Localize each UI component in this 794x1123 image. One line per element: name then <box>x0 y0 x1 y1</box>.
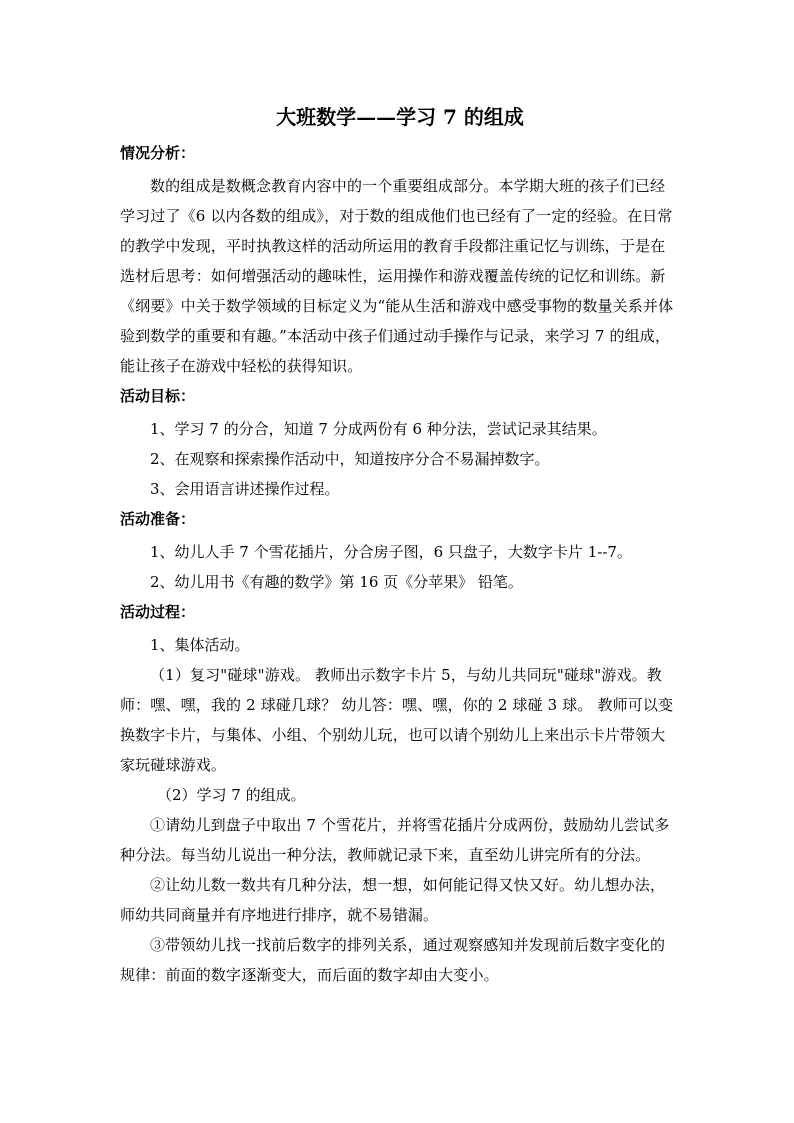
section-heading-goals: 活动目标： <box>120 387 196 405</box>
goal-item-3: 3、会用语言讲述操作过程。 <box>150 480 340 498</box>
document-title: 大班数学——学习 7 的组成 <box>276 105 524 129</box>
goal-item-1: 1、学习 7 的分合，知道 7 分成两份有 6 种分法，尝试记录其结果。 <box>150 420 607 438</box>
preparation-item-2: 2、幼儿用书《有趣的数学》第 16 页《分苹果》 铅笔。 <box>150 573 523 591</box>
process-circle-1: ①请幼儿到盘子中取出 7 个雪花片，并将雪花插片分成两份，鼓励幼儿尝试多种分法。每当幼儿说出一种分法，教师就记录下来，直至幼儿讲完所有的分法。 <box>120 816 670 864</box>
document-content <box>120 103 680 990</box>
section-heading-process: 活动过程： <box>120 603 196 621</box>
process-circle-2: ②让幼儿数一数共有几种分法，想一想，如何能记得又快又好。幼儿想办法，师幼共同商量并有序地进行排序，就不易错漏。 <box>120 876 666 924</box>
section-heading-analysis: 情况分析： <box>120 144 196 162</box>
process-step-1: 1、集体活动。 <box>150 636 250 654</box>
goal-item-2: 2、在观察和探索操作活动中，知道按序分合不易漏掉数字。 <box>150 450 550 468</box>
preparation-item-1: 1、幼儿人手 7 个雪花插片，分合房子图，6 只盘子，大数字卡片 1--7。 <box>150 543 632 561</box>
process-circle-3: ③带领幼儿找一找前后数字的排列关系，通过观察感知并发现前后数字变化的规律：前面的数字逐渐变大，而后面的数字却由大变小。 <box>120 936 666 984</box>
process-part-2: （2）学习 7 的组成。 <box>157 786 306 804</box>
process-part-1: （1）复习"碰球"游戏。 教师出示数字卡片 5，与幼儿共同玩"碰球"游戏。教师：嘿、嘿，我的 2 球碰几球？ 幼儿答：嘿、嘿，你的 2 球碰 3 球。 教师可以变换数字卡片，与集体、小组、个别幼儿玩，也可以请个别幼儿上来出示卡片带领大家玩碰球游戏。 <box>120 666 674 774</box>
section-heading-preparation: 活动准备： <box>120 510 196 528</box>
analysis-paragraph: 数的组成是数概念教育内容中的一个重要组成部分。本学期大班的孩子们已经学习过了《6 以内各数的组成》，对于数的组成他们也已经有了一定的经验。在日常的教学中发现，平时执教这样的活动所运用的教育手段都注重记忆与训练，于是在选材后思考：如何增强活动的趣味性，运用操作和游戏覆盖传统的记忆和训练。新《纲要》中关于数学领域的目标定义为“能从生活和游戏中感受事物的数量关系并体验到数学的重要和有趣。”本活动中孩子们通过动手操作与记录，来学习 7 的组成，能让孩子在游戏中轻松的获得知识。 <box>120 177 674 375</box>
